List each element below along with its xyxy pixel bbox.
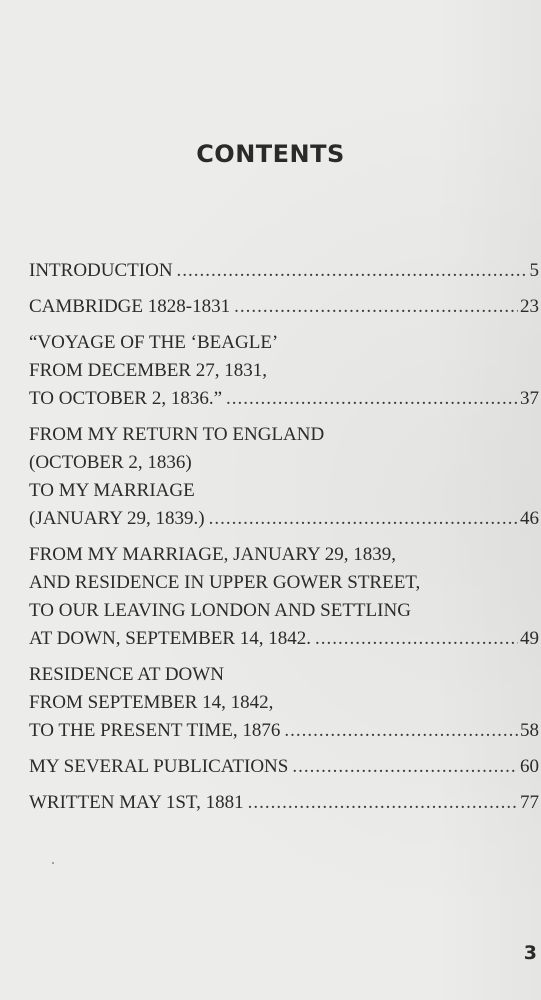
toc-page-number: 58 (520, 720, 539, 741)
paper-speck (52, 862, 54, 864)
toc-entry-final-line (29, 505, 539, 533)
toc-page-number: 23 (520, 296, 539, 317)
toc-entry-title-line: RESIDENCE AT DOWN (29, 664, 224, 685)
toc-entry-title-line: TO MY MARRIAGE (29, 480, 195, 501)
toc-page-number: 37 (520, 388, 539, 409)
dot-leader (292, 753, 518, 781)
toc-page-number: 60 (520, 756, 539, 777)
toc-entry (29, 661, 539, 745)
toc-entry-final-line (29, 789, 539, 817)
dot-leader (226, 385, 518, 413)
toc-entry-title-line: INTRODUCTION (29, 260, 173, 281)
toc-entry (29, 541, 539, 653)
toc-entry-title-line: (JANUARY 29, 1839.) (29, 508, 205, 529)
toc-entry-title-line: WRITTEN MAY 1ST, 1881 (29, 792, 244, 813)
toc-entry-final-line (29, 293, 539, 321)
toc-entry-title-line: MY SEVERAL PUBLICATIONS (29, 756, 289, 777)
toc-entry-final-line (29, 257, 539, 285)
dot-leader (177, 257, 528, 285)
toc-entry-title-line: FROM MY RETURN TO ENGLAND (29, 424, 325, 445)
toc-page-number: 49 (520, 628, 539, 649)
toc-page-number: 46 (520, 508, 539, 529)
toc-entry-title-line: “VOYAGE OF THE ‘BEAGLE’ (29, 332, 279, 353)
toc-page-number: 5 (529, 260, 539, 281)
dot-leader (284, 717, 518, 745)
toc-entry (29, 257, 539, 285)
toc-entry (29, 329, 539, 413)
toc-entry-title-line: AND RESIDENCE IN UPPER GOWER STREET, (29, 572, 421, 593)
toc-entry-title-line: TO OUR LEAVING LONDON AND SETTLING (29, 600, 411, 621)
dot-leader (248, 789, 518, 817)
toc-entry-final-line (29, 717, 539, 745)
dot-leader (234, 293, 518, 321)
toc-entry-final-line (29, 385, 539, 413)
toc-entry (29, 293, 539, 321)
table-of-contents (29, 257, 539, 825)
dot-leader (209, 505, 518, 533)
toc-entry-title-line: CAMBRIDGE 1828-1831 (29, 296, 231, 317)
toc-entry (29, 421, 539, 533)
toc-entry (29, 789, 539, 817)
page-title: CONTENTS (196, 140, 345, 168)
toc-entry-final-line (29, 625, 539, 653)
dot-leader (315, 625, 518, 653)
toc-entry-title-line: AT DOWN, SEPTEMBER 14, 1842. (29, 628, 312, 649)
toc-entry (29, 753, 539, 781)
page-number: 3 (523, 942, 537, 964)
toc-entry-title-line: FROM MY MARRIAGE, JANUARY 29, 1839, (29, 544, 397, 565)
toc-entry-title-line: TO THE PRESENT TIME, 1876 (29, 720, 281, 741)
toc-entry-final-line (29, 753, 539, 781)
toc-entry-title-line: FROM SEPTEMBER 14, 1842, (29, 692, 274, 713)
toc-page-number: 77 (520, 792, 539, 813)
toc-entry-title-line: TO OCTOBER 2, 1836.” (29, 388, 222, 409)
toc-entry-title-line: FROM DECEMBER 27, 1831, (29, 360, 268, 381)
toc-entry-title-line: (OCTOBER 2, 1836) (29, 452, 192, 473)
